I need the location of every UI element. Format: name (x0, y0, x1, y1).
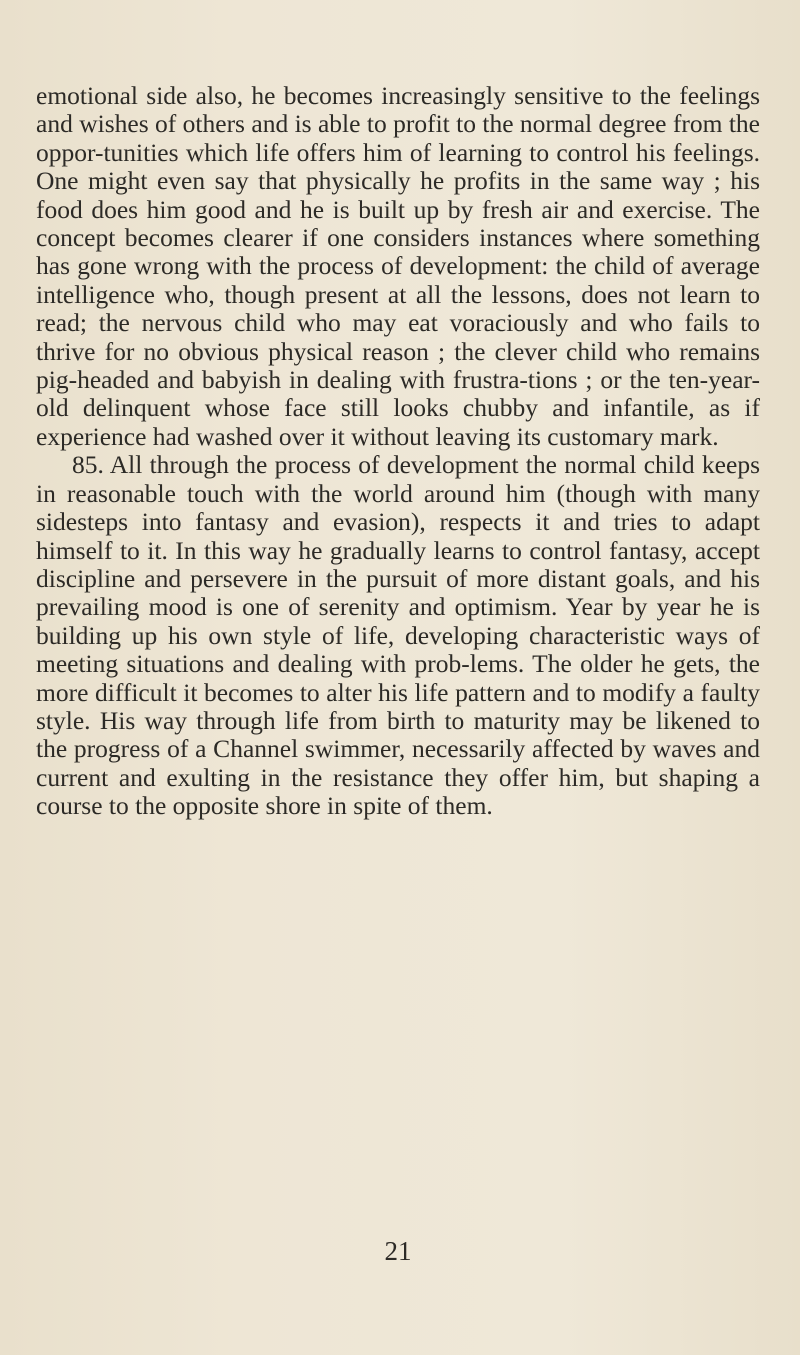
paragraph-continued: emotional side also, he becomes increasingly sensitive to the feelings and wishes of others and is able to profit to the normal degree from the oppor-tunities which life offers him of learning to control his feelings. One might even say that physically he profits in the same way ; his food does him good and he is built up by fresh air and exercise. The concept becomes clearer if one considers instances where something has gone wrong with the process of development: the child of average intelligence who, though present at all the lessons, does not learn to read; the nervous child who may eat voraciously and who fails to thrive for no obvious physical reason ; the clever child who remains pig-headed and babyish in dealing with frustra-tions ; or the ten-year-old delinquent whose face still looks chubby and infantile, as if experience had washed over it without leaving its customary mark. (36, 81, 760, 451)
body-text (36, 82, 760, 821)
paragraph-85: 85. All through the process of development the normal child keeps in reasonable touch with the world around him (though with many sidesteps into fantasy and evasion), respects it and tries to adapt himself to it. In this way he gradually learns to control fantasy, accept discipline and persevere in the pursuit of more distant goals, and his prevailing mood is one of serenity and optimism. Year by year he is building up his own style of life, developing characteristic ways of meeting situations and dealing with prob-lems. The older he gets, the more difficult it becomes to alter his life pattern and to modify a faulty style. His way through life from birth to maturity may be likened to the progress of a Channel swimmer, necessarily affected by waves and current and exulting in the resistance they offer him, but shaping a course to the opposite shore in spite of them. (36, 450, 760, 821)
page-number: 21 (384, 1236, 412, 1266)
